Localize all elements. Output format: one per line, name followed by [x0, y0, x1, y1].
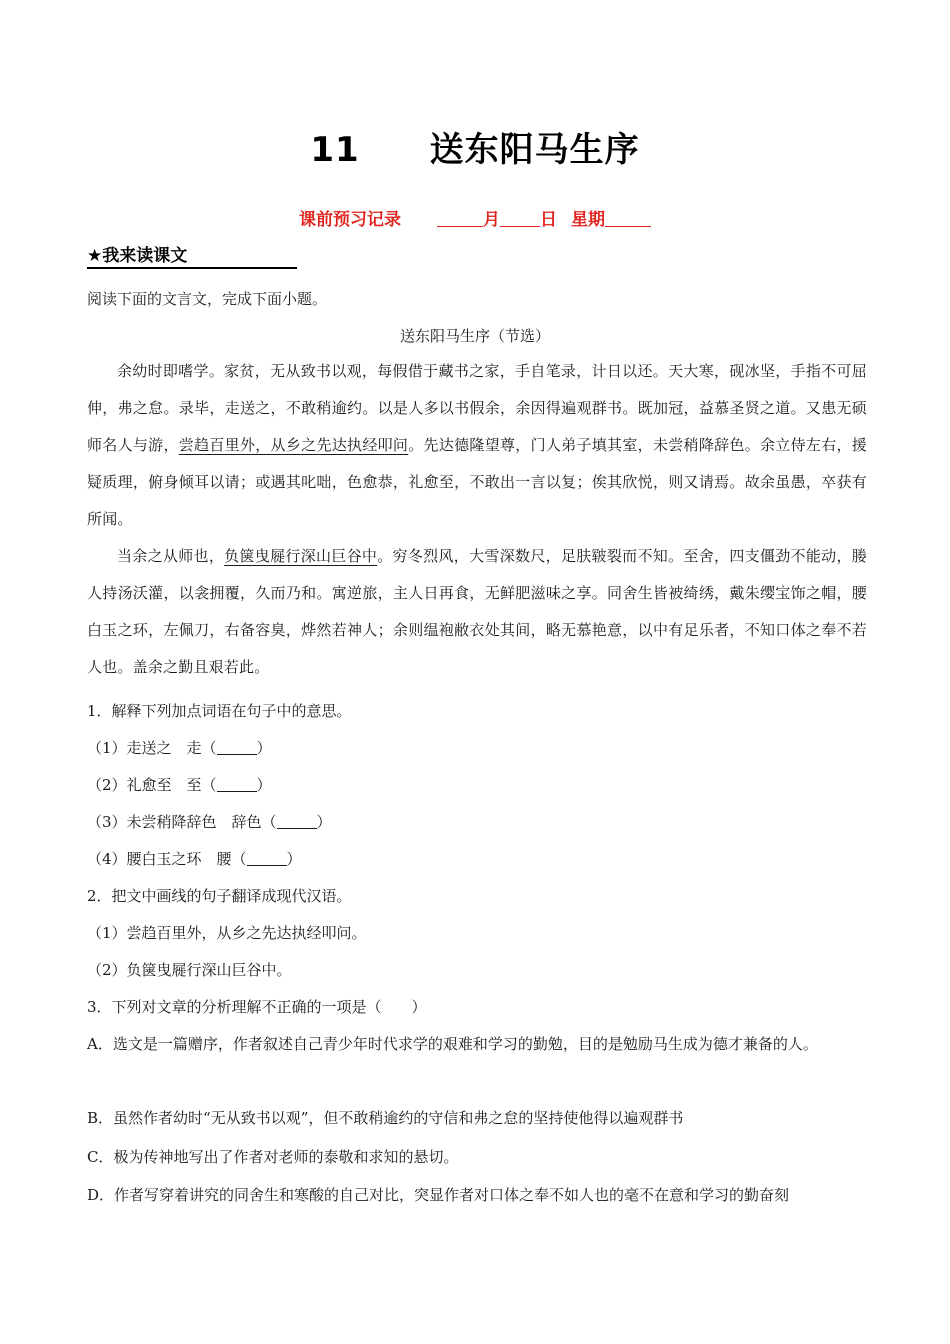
instruction: 阅读下面的文言文，完成下面小题。	[87, 290, 328, 308]
answer-blank[interactable]	[217, 777, 257, 792]
question-2-item: （1）尝趋百里外，从乡之先达执经叩问。	[87, 924, 367, 942]
question-1-stem: 1．解释下列加点词语在句子中的意思。	[87, 702, 352, 720]
passage-paragraph-2: 当余之从师也，负箧曳屣行深山巨谷中。穷冬烈风，大雪深数尺，足肤皲裂而不知。至舍，四支僵劲不能动，媵人持汤沃灌，以衾拥覆，久而乃和。寓逆旅，主人日再食，无鲜肥滋味之享。同舍生皆被绮绣，戴朱缨宝饰之帽，腰白玉之环，左佩刀，右备容臭，烨然若神人；余则缊袍敝衣处其间，略无慕艳意，以中有足乐者，不知口体之奉不若人也。盖余之勤且艰若此。	[87, 547, 867, 676]
month-blank[interactable]	[437, 210, 483, 227]
passage-text	[87, 353, 867, 686]
question-3-option-c: C．极为传神地写出了作者对老师的泰敬和求知的悬切。	[87, 1148, 459, 1166]
answer-blank[interactable]	[277, 814, 317, 829]
underlined-sentence-1: 尝趋百里外，从乡之先达执经叩问	[178, 436, 409, 454]
section-heading: ★我来读课文	[87, 241, 297, 269]
question-3-option-a: A．选文是一篇赠序，作者叙述自己青少年时代求学的艰难和学习的勤勉，目的是勉励马生成为德才兼备的人。	[87, 1035, 818, 1053]
month-label: 月	[483, 210, 500, 230]
lesson-number: 11	[310, 130, 360, 170]
underlined-sentence-2: 负箧曳屣行深山巨谷中	[224, 547, 378, 565]
question-3-option-d: D．作者写穿着讲究的同舍生和寒酸的自己对比，突显作者对口体之奉不如人也的毫不在意和学习的勤奋刻	[87, 1186, 790, 1204]
passage-paragraph-1: 余幼时即嗜学。家贫，无从致书以观，每假借于藏书之家，手自笔录，计日以还。天大寒，砚冰坚，手指不可屈伸，弗之怠。录毕，走送之，不敢稍逾约。以是人多以书假余，余因得遍观群书。既加冠，益慕圣贤之道。又患无硕师名人与游，尝趋百里外，从乡之先达执经叩问。先达德隆望尊，门人弟子填其室，未尝稍降辞色。余立侍左右，援疑质理，俯身倾耳以请；或遇其叱咄，色愈恭，礼愈至，不敢出一言以复；俟其欣悦，则又请焉。故余虽愚，卒获有所闻。	[87, 362, 867, 528]
weekday-blank[interactable]	[605, 210, 651, 227]
record-label: 课前预习记录	[299, 210, 401, 230]
question-3-stem: 3．下列对文章的分析理解不正确的一项是（ ）	[87, 998, 427, 1016]
question-1-item: （2）礼愈至 至（ ）	[87, 776, 272, 794]
passage-title: 送东阳马生序（节选）	[399, 327, 550, 345]
day-blank[interactable]	[500, 210, 540, 227]
question-3-option-b: B．虽然作者幼时“无从致书以观”，但不敢稍逾约的守信和弗之怠的坚持使他得以遍观群书	[87, 1109, 684, 1127]
day-label: 日	[540, 210, 557, 230]
lesson-name: 送东阳马生序	[429, 130, 640, 170]
weekday-label: 星期	[571, 210, 605, 230]
question-1-item: （3）未尝稍降辞色 辞色（ ）	[87, 813, 332, 831]
question-1-item: （1）走送之 走（ ）	[87, 739, 272, 757]
answer-blank[interactable]	[247, 851, 287, 866]
question-2-stem: 2．把文中画线的句子翻译成现代汉语。	[87, 887, 352, 905]
question-2-item: （2）负箧曳屣行深山巨谷中。	[87, 961, 292, 979]
question-1-item: （4）腰白玉之环 腰（ ）	[87, 850, 302, 868]
lesson-title	[0, 122, 950, 171]
preview-record	[0, 205, 950, 230]
answer-blank[interactable]	[217, 740, 257, 755]
